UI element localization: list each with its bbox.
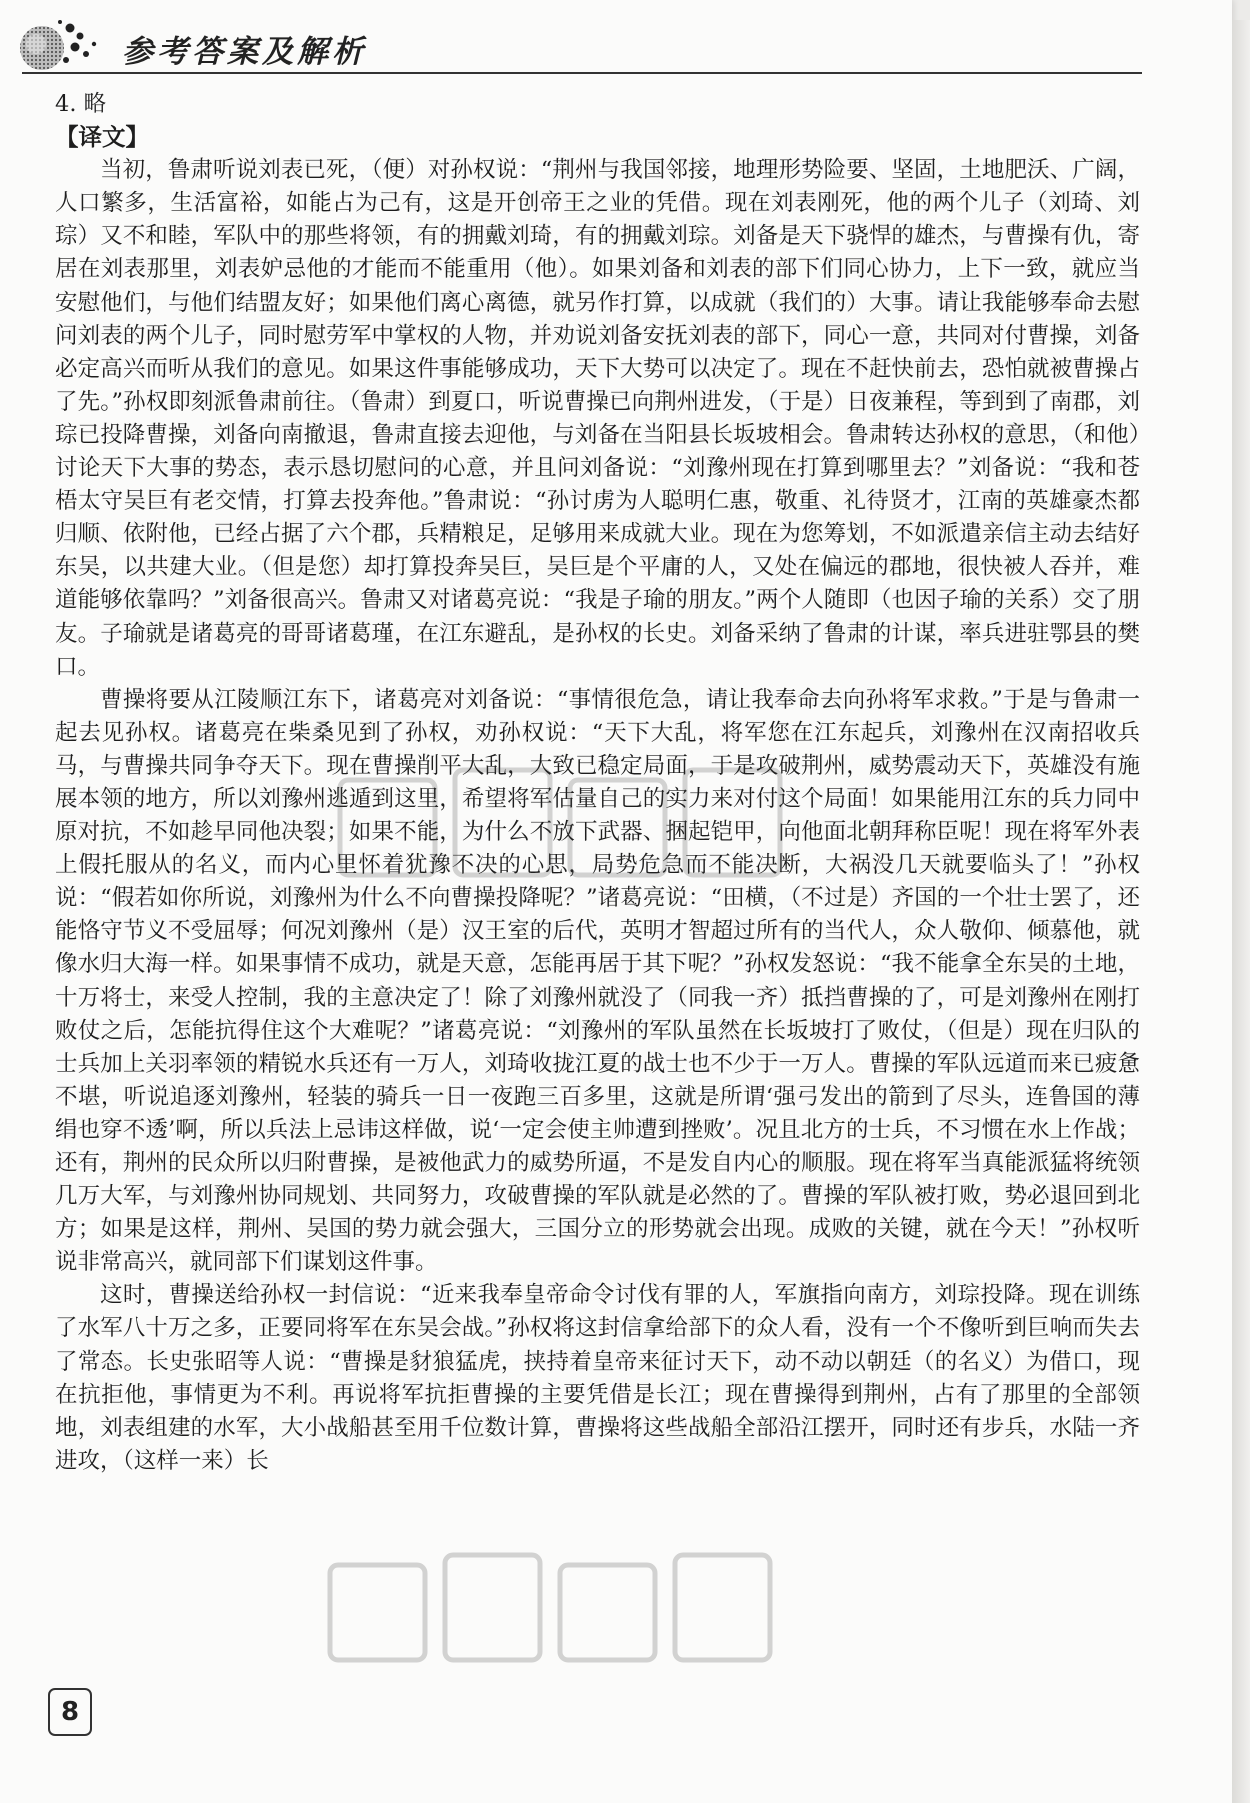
answer-content [55,88,1140,1478]
page-header-title: 参考答案及解析 [122,34,367,70]
header-divider [22,72,1142,74]
page-edge [1232,20,1250,1803]
page-header [14,14,1142,76]
translation-paragraph: 曹操将要从江陵顺江东下，诸葛亮对刘备说：“事情很危急，请让我奉命去向孙将军求救。”于是与鲁肃一起去见孙权。诸葛亮在柴桑见到了孙权，劝孙权说：“天下大乱，将军您在江东起兵，刘豫州在汉南招收兵马，与曹操共同争夺天下。现在曹操削平大乱，大致已稳定局面，于是攻破荆州，威势震动天下，英雄没有施展本领的地方，所以刘豫州逃遁到这里，希望将军估量自己的实力来对付这个局面！如果能用江东的兵力同中原对抗，不如趁早同他决裂；如果不能，为什么不放下武器、捆起铠甲，向他面北朝拜称臣呢！现在将军外表上假托服从的名义，而内心里怀着犹豫不决的心思，局势危急而不能决断，大祸没几天就要临头了！”孙权说：“假若如你所说，刘豫州为什么不向曹操投降呢？”诸葛亮说：“田横，（不过是）齐国的一个壮士罢了，还能恪守节义不受屈辱；何况刘豫州（是）汉王室的后代，英明才智超过所有的当代人，众人敬仰、倾慕他，就像水归大海一样。如果事情不成功，就是天意，怎能再居于其下呢？”孙权发怒说：“我不能拿全东吴的土地，十万将士，来受人控制，我的主意决定了！除了刘豫州就没了（同我一齐）抵挡曹操的了，可是刘豫州在刚打败仗之后，怎能抗得住这个大难呢？”诸葛亮说：“刘豫州的军队虽然在长坂坡打了败仗，（但是）现在归队的士兵加上关羽率领的精锐水兵还有一万人，刘琦收拢江夏的战士也不少于一万人。曹操的军队远道而来已疲惫不堪，听说追逐刘豫州，轻装的骑兵一日一夜跑三百多里，这就是所谓‘强弓发出的箭到了尽头，连鲁国的薄绢也穿不透’啊，所以兵法上忌讳这样做，说‘一定会使主帅遭到挫败’。况且北方的士兵，不习惯在水上作战；还有，荆州的民众所以归附曹操，是被他武力的威势所逼，不是发自内心的顺服。现在将军当真能派猛将统领几万大军，与刘豫州协同规划、共同努力，攻破曹操的军队就是必然的了。曹操的军队被打败，势必退回到北方；如果是这样，荆州、吴国的势力就会强大，三国分立的形势就会出现。成败的关键，就在今天！”孙权听说非常高兴，就同部下们谋划这件事。 [55,686,1140,1276]
decorative-logo-icon [14,14,120,76]
translation-paragraph: 当初，鲁肃听说刘表已死，（便）对孙权说：“荆州与我国邻接，地理形势险要、坚固，土地肥沃、广阔，人口繁多，生活富裕，如能占为己有，这是开创帝王之业的凭借。现在刘表刚死，他的两个儿子（刘琦、刘琮）又不和睦，军队中的那些将领，有的拥戴刘琦，有的拥戴刘琮。刘备是天下骁悍的雄杰，与曹操有仇，寄居在刘表那里，刘表妒忌他的才能而不能重用（他）。如果刘备和刘表的部下们同心协力，上下一致，就应当安慰他们，与他们结盟友好；如果他们离心离德，就另作打算，以成就（我们的）大事。请让我能够奉命去慰问刘表的两个儿子，同时慰劳军中掌权的人物，并劝说刘备安抚刘表的部下，同心一意，共同对付曹操，刘备必定高兴而听从我们的意见。如果这件事能够成功，天下大势可以决定了。现在不赶快前去，恐怕就被曹操占了先。”孙权即刻派鲁肃前往。（鲁肃）到夏口，听说曹操已向荆州进发，（于是）日夜兼程，等到到了南郡，刘琮已投降曹操，刘备向南撤退，鲁肃直接去迎他，与刘备在当阳县长坂坡相会。鲁肃转达孙权的意思，（和他）讨论天下大事的势态，表示恳切慰问的心意，并且问刘备说：“刘豫州现在打算到哪里去？”刘备说：“我和苍梧太守吴巨有老交情，打算去投奔他。”鲁肃说：“孙讨虏为人聪明仁惠，敬重、礼待贤才，江南的英雄豪杰都归顺、依附他，已经占据了六个郡，兵精粮足，足够用来成就大业。现在为您筹划，不如派遣亲信主动去结好东吴，以共建大业。（但是您）却打算投奔吴巨，吴巨是个平庸的人，又处在偏远的郡地，很快被人吞并，难道能够依靠吗？”刘备很高兴。鲁肃又对诸葛亮说：“我是子瑜的朋友。”两个人随即（也因子瑜的关系）交了朋友。子瑜就是诸葛亮的哥哥诸葛瑾，在江东避乱，是孙权的长史。刘备采纳了鲁肃的计谋，率兵进驻鄂县的樊口。 [55,157,1140,680]
page-number: 8 [48,1688,92,1736]
section-title: 【译文】 [55,123,149,152]
translation-paragraph: 这时，曹操送给孙权一封信说：“近来我奉皇帝命令讨伐有罪的人，军旗指向南方，刘琮投降。现在训练了水军八十万之多，正要同将军在东吴会战。”孙权将这封信拿给部下的众人看，没有一个不像听到巨响而失去了常态。长史张昭等人说：“曹操是豺狼猛虎，挟持着皇帝来征讨天下，动不动以朝廷（的名义）为借口，现在抗拒他，事情更为不利。再说将军抗拒曹操的主要凭借是长江；现在曹操得到荆州，占有了那里的全部领地，刘表组建的水军，大小战船甚至用千位数计算，曹操将这些战船全部沿江摆开，同时还有步兵，水陆一齐进攻，（这样一来）长 [55,1282,1140,1474]
answer-item: 4. 略 [55,91,107,117]
